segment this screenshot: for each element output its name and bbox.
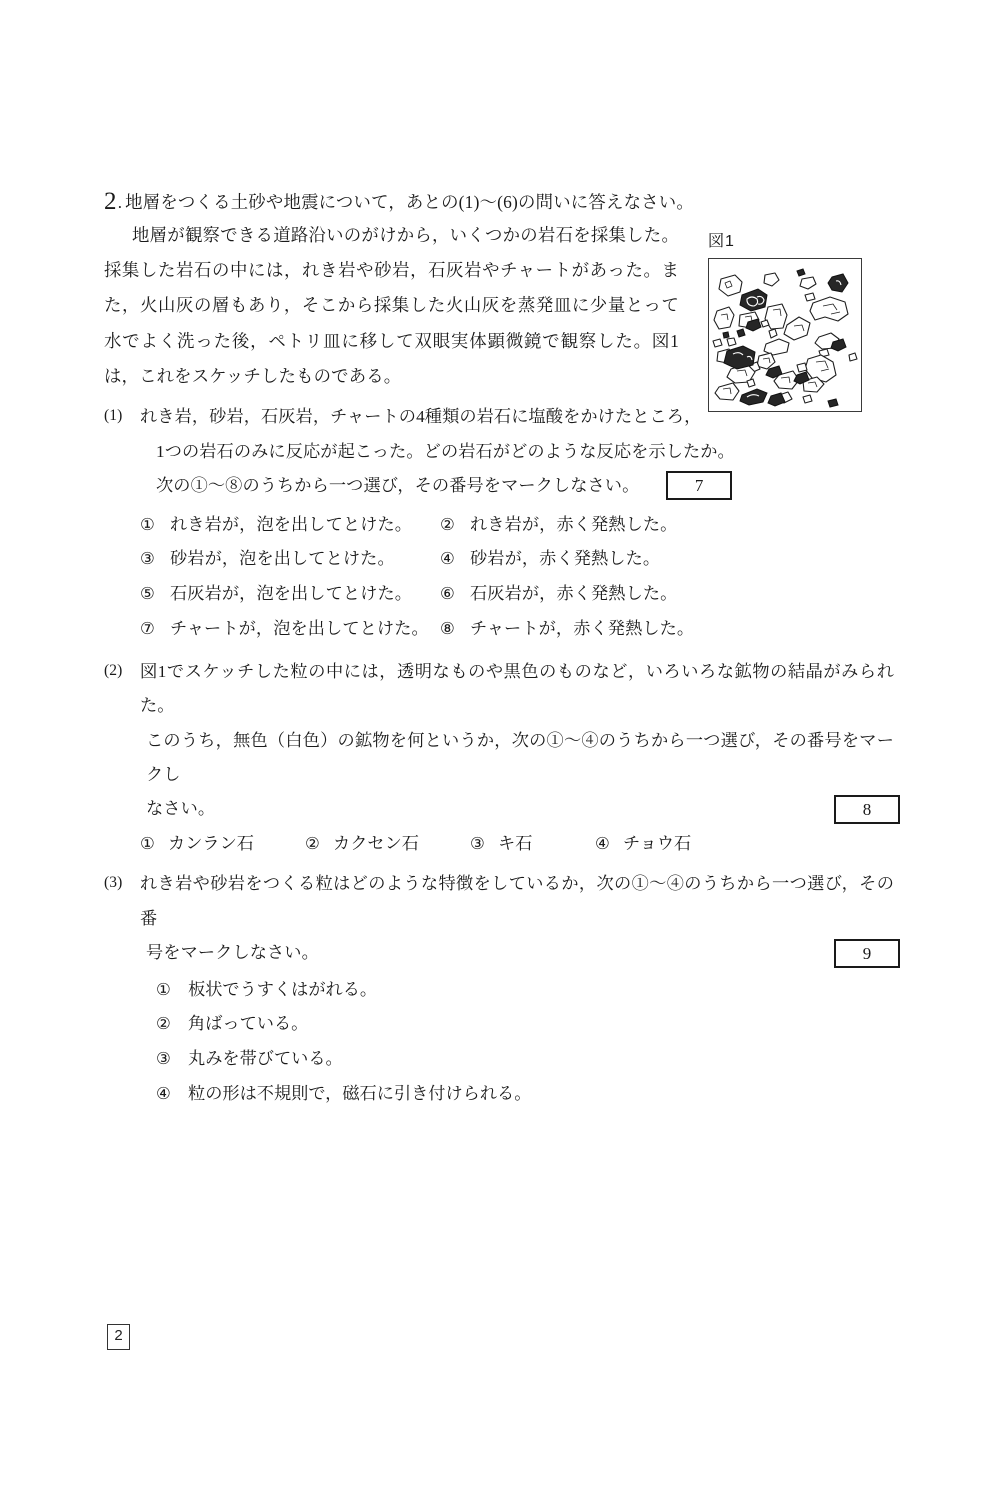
choice-option-5[interactable] [140,577,440,612]
choice-row [140,508,894,543]
choice-row [140,542,894,577]
choice-option-3[interactable] [470,827,595,862]
choice-text: 砂岩が，赤く発熱した。 [470,549,661,569]
sub-question-3-line2-wrap [146,936,894,970]
choice-option-1[interactable] [156,973,894,1008]
choice-text: れき岩が，泡を出してとけた。 [170,514,413,534]
choice-marker: ④ [156,1083,171,1103]
choice-text: 砂岩が，泡を出してとけた。 [170,549,395,569]
choice-option-4[interactable] [595,827,691,862]
choice-text: キ石 [498,833,533,853]
choice-option-3[interactable] [156,1042,894,1077]
choice-marker: ③ [156,1049,171,1069]
choice-text: 丸みを帯びている。 [188,1049,343,1069]
choice-option-8[interactable] [440,612,740,647]
choice-text: れき岩が，赤く発熱した。 [470,514,678,534]
choice-marker: ③ [470,833,485,853]
choice-text: 粒の形は不規則で，磁石に引き付けられる。 [188,1083,532,1103]
choice-marker: ⑧ [440,618,455,638]
choice-row [140,612,894,647]
sub-question-2-body [140,655,894,827]
choice-text: 角ばっている。 [188,1014,309,1034]
sub-question-1-label: (1) [104,407,123,425]
answer-box-8[interactable]: 8 [834,795,900,824]
choice-marker: ② [156,1014,171,1034]
sub-question-2-line3-wrap [146,792,894,826]
choice-text: チャートが，泡を出してとけた。 [170,618,429,638]
page-footer-marker: 2 [107,1324,130,1350]
choice-text: カクセン石 [333,833,419,853]
choices-question-1 [140,508,894,647]
choice-option-4[interactable] [440,542,740,577]
choices-question-2 [140,827,894,862]
choice-marker: ③ [140,549,155,569]
choice-option-2[interactable] [440,508,740,543]
sub-question-2-label: (2) [104,661,123,679]
sub-question-2-line2: このうち，無色（白色）の鉱物を何というか，次の①～④のうちから一つ選び，その番号をマークし [146,730,894,784]
sub-question-2-line3: なさい。 [146,799,216,819]
choice-marker: ① [156,979,171,999]
sub-question-1-line3-wrap [156,469,894,503]
choice-text: 板状でうすくはがれる。 [188,979,378,999]
choice-text: チョウ石 [623,833,692,853]
mineral-grains-sketch [709,259,861,411]
sub-question-1-body [140,400,894,503]
choice-option-1[interactable] [140,827,305,862]
choice-marker: ④ [440,549,455,569]
figure-1-box [708,258,862,412]
choice-marker: ④ [595,833,610,853]
sub-question-3-body [140,867,894,970]
figure-1-label: 図1 [708,233,735,250]
choices-question-3 [156,973,894,1112]
question-heading [104,188,894,216]
sub-question-1 [104,400,894,503]
sub-question-2-line1: 図1でスケッチした粒の中には，透明なものや黒色のものなど，いろいろな鉱物の結晶がみられた。 [140,661,894,716]
question-number-separator: . [117,193,123,212]
choice-marker: ⑥ [440,584,455,604]
choice-marker: ① [140,833,155,853]
question-number: 2 [104,188,117,215]
choice-option-3[interactable] [140,542,440,577]
choice-text: 石灰岩が，泡を出してとけた。 [170,584,413,604]
choice-marker: ⑦ [140,618,155,638]
choice-option-6[interactable] [440,577,740,612]
choice-marker: ⑤ [140,584,155,604]
choice-marker: ① [140,514,155,534]
question-heading-text: 地層をつくる土砂や地震について，あとの(1)～(6)の問いに答えなさい。 [125,192,694,212]
choice-option-7[interactable] [140,612,440,647]
sub-question-3 [104,867,894,970]
sub-question-1-line1: れき岩，砂岩，石灰岩，チャートの4種類の岩石に塩酸をかけたところ， [140,407,702,427]
choice-option-1[interactable] [140,508,440,543]
choice-text: カンラン石 [168,833,254,853]
answer-box-9[interactable]: 9 [834,939,900,968]
sub-question-1-line2: 1つの岩石のみに反応が起こった。どの岩石がどのような反応を示したか。 [156,441,735,461]
sub-question-3-line1: れき岩や砂岩をつくる粒はどのような特徴をしているか，次の①～④のうちから一つ選び，その番 [140,874,894,928]
choice-row [140,577,894,612]
choice-marker: ② [440,514,455,534]
intro-paragraph: 地層が観察できる道路沿いのがけから，いくつかの岩石を採集した。採集した岩石の中には，れき岩や砂岩，石灰岩やチャートがあった。また，火山灰の層もあり，そこから採集した火山灰を蒸発皿に少量とって水でよく洗った後，ペトリ皿に移して双眼実体顕微鏡で観察した。図1は，これをスケッチしたものである。 [104,224,679,387]
choice-text: チャートが，赤く発熱した。 [470,618,695,638]
sub-question-1-line3: 次の①～⑧のうちから一つ選び，その番号をマークしなさい。 [156,476,640,496]
choice-text: 石灰岩が，赤く発熱した。 [470,584,678,604]
choice-marker: ② [305,833,320,853]
choice-option-4[interactable] [156,1077,894,1112]
sub-question-3-line2: 号をマークしなさい。 [146,943,319,963]
choice-option-2[interactable] [156,1007,894,1042]
choice-option-2[interactable] [305,827,470,862]
answer-box-7[interactable]: 7 [666,471,732,500]
sub-question-2 [104,655,894,827]
figure-1 [708,228,862,412]
sub-question-3-label: (3) [104,874,123,892]
